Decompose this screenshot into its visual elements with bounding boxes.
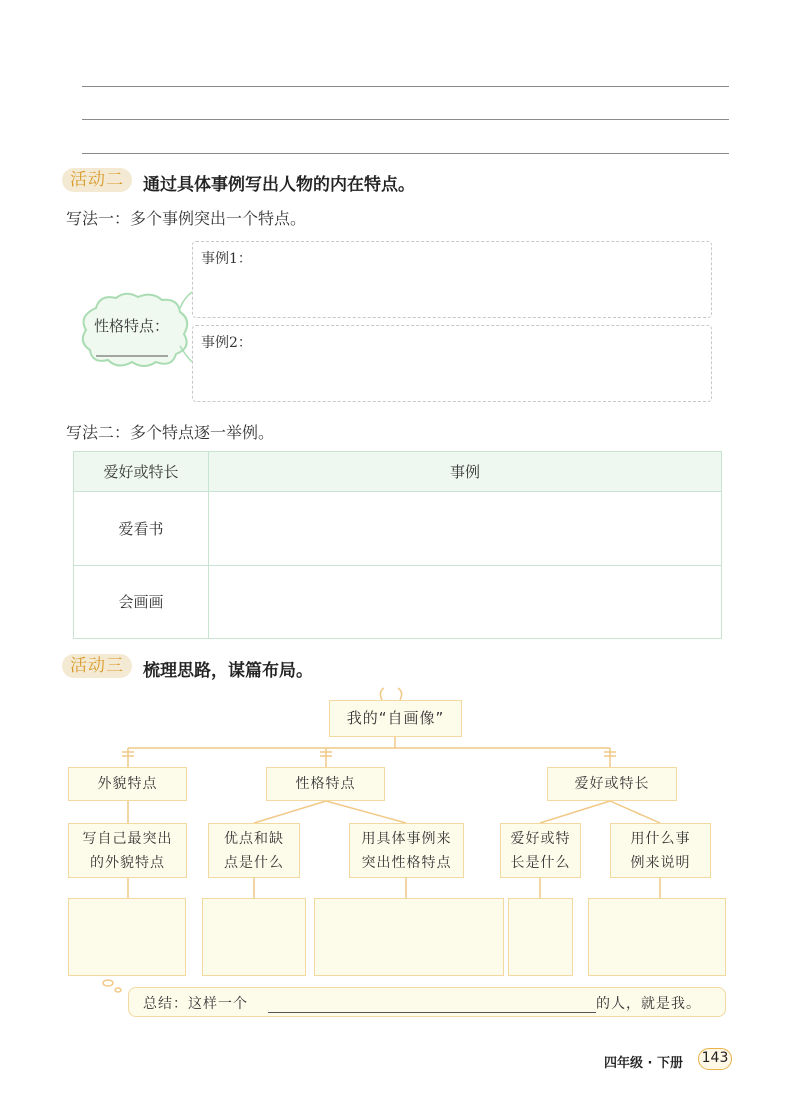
footer-grade: 四年级 · 下册 <box>604 1056 683 1071</box>
branch-appearance: 外貌特点 <box>68 767 187 801</box>
summary-box <box>128 987 726 1017</box>
table-header-example: 事例 <box>209 452 722 492</box>
sub-line: 写自己最突出 <box>82 831 173 847</box>
table-row-label: 会画画 <box>74 565 209 639</box>
sub-line: 用具体事例来 <box>361 831 452 847</box>
sub-line: 用什么事 <box>630 831 691 847</box>
answer-box-appearance[interactable] <box>68 898 186 976</box>
sub-hobby-question-1 <box>500 823 581 878</box>
sub-line: 的外貌特点 <box>90 855 165 871</box>
sub-line: 长是什么 <box>510 855 571 871</box>
method-one-text: 写法一：多个事例突出一个特点。 <box>66 209 307 228</box>
table-header-hobby: 爱好或特长 <box>74 452 209 492</box>
summary-blank-line[interactable] <box>268 1012 596 1013</box>
sub-line: 爱好或特 <box>510 831 571 847</box>
answer-box-hobby[interactable] <box>508 898 573 976</box>
page-number-pill <box>698 1048 732 1070</box>
branch-personality: 性格特点 <box>266 767 385 801</box>
page-number: 143 <box>701 1050 729 1066</box>
activity-two-badge: 活动二 <box>62 168 132 192</box>
sub-hobby-question-2 <box>610 823 711 878</box>
cloud-label: 性格特点： <box>94 317 170 335</box>
example-2-label: 事例2： <box>201 335 252 351</box>
summary-suffix: 的人，就是我。 <box>596 996 701 1012</box>
table-row-label: 爱看书 <box>74 492 209 566</box>
activity-three-title: 梳理思路，谋篇布局。 <box>143 661 313 681</box>
mindmap-root: 我的“自画像” <box>329 700 462 737</box>
sub-line: 优点和缺 <box>224 831 284 847</box>
answer-box-hobby-example[interactable] <box>588 898 726 976</box>
activity-three-badge: 活动三 <box>62 654 132 678</box>
example-1-label: 事例1： <box>201 251 252 267</box>
sub-personality-question-1 <box>208 823 300 878</box>
answer-box-personality-example[interactable] <box>314 898 504 976</box>
sub-appearance-question <box>68 823 187 878</box>
sub-personality-question-2 <box>349 823 464 878</box>
activity-two-title: 通过具体事例写出人物的内在特点。 <box>143 175 415 195</box>
summary-prefix: 总结：这样一个 <box>143 996 248 1012</box>
sub-line: 例来说明 <box>630 855 691 871</box>
answer-box-merits[interactable] <box>202 898 306 976</box>
method-two-text: 写法二：多个特点逐一举例。 <box>66 423 275 442</box>
sub-line: 突出性格特点 <box>361 855 452 871</box>
sub-line: 点是什么 <box>224 855 284 871</box>
branch-hobby: 爱好或特长 <box>547 767 677 801</box>
